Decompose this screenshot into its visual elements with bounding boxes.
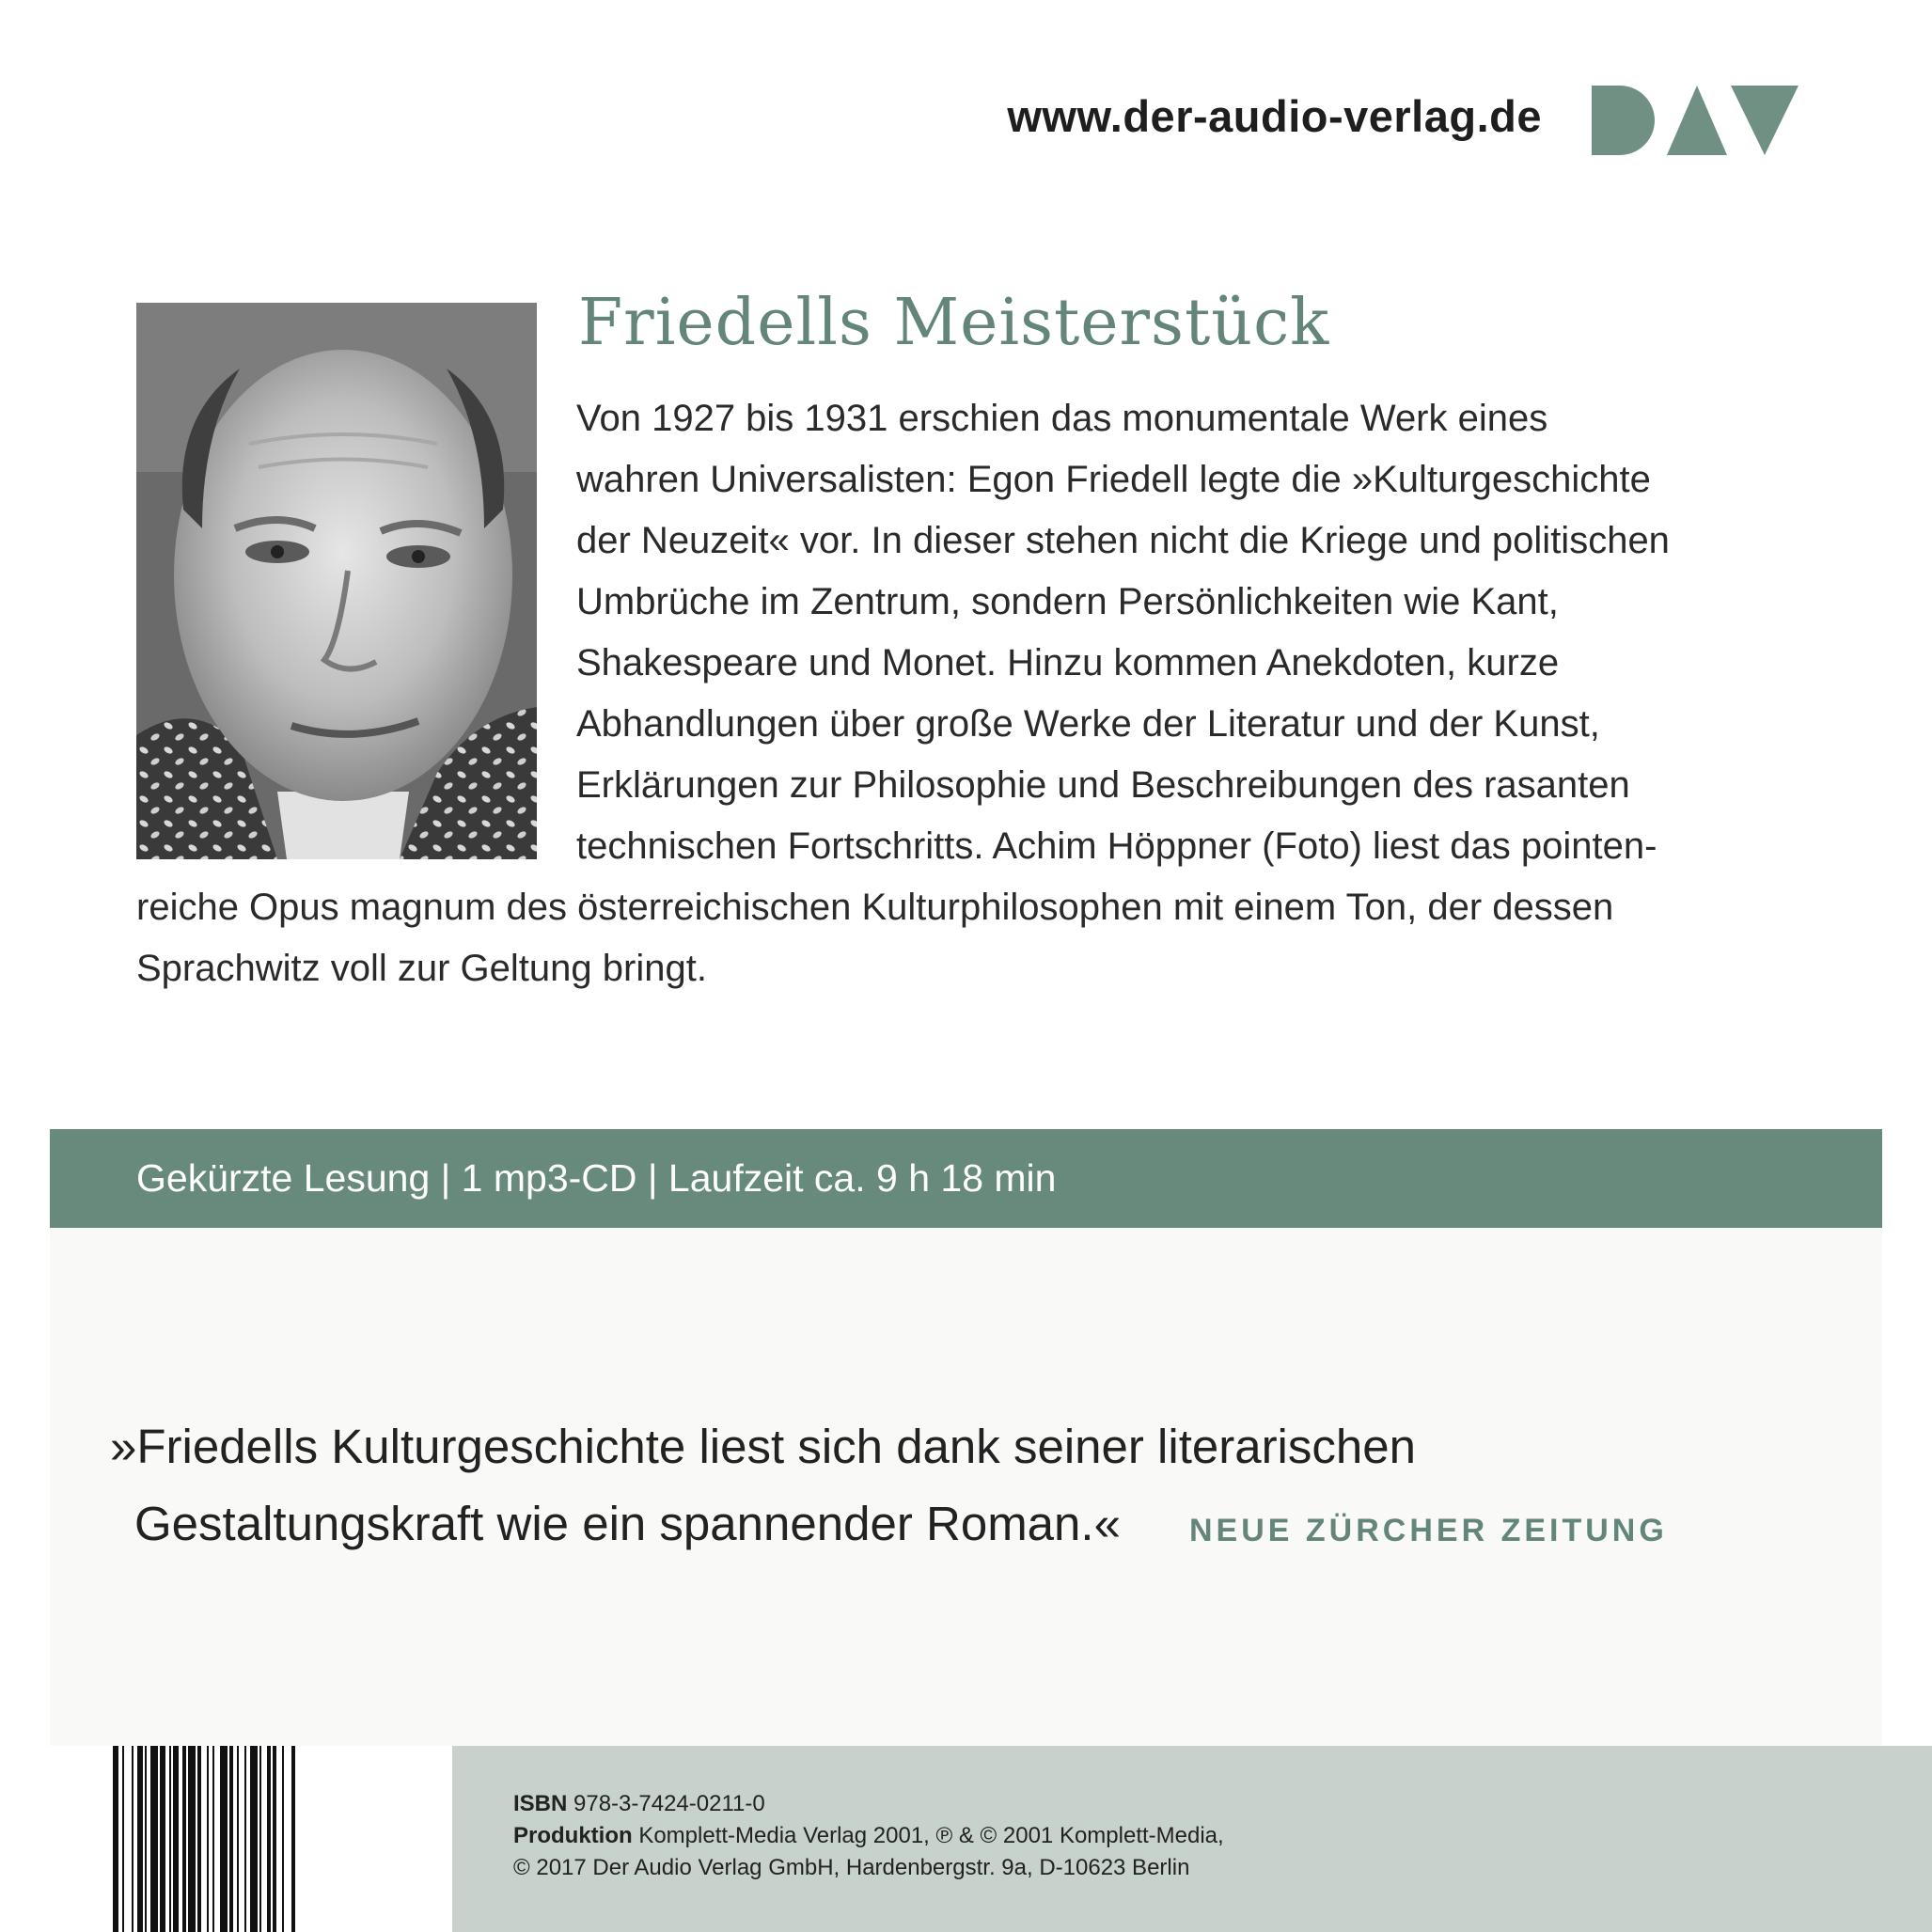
portrait-photo <box>136 303 537 859</box>
barcode-bar <box>207 1746 209 1932</box>
barcode-bar <box>220 1746 228 1932</box>
isbn-label: ISBN <box>513 1791 568 1816</box>
description-line: technischen Fortschritts. Achim Höppner (Foto) liest das pointen- <box>576 825 1657 867</box>
barcode-bar <box>132 1746 134 1932</box>
isbn-line <box>513 1791 765 1817</box>
barcode-bar <box>291 1746 295 1932</box>
barcode-bar <box>188 1746 196 1932</box>
isbn-value: 978-3-7424-0211-0 <box>573 1791 765 1816</box>
barcode-bar <box>267 1746 271 1932</box>
headline: Friedells Meisterstück <box>578 286 1330 360</box>
barcode-bar <box>273 1746 276 1932</box>
barcode-bar <box>237 1746 239 1932</box>
quote-source: NEUE ZÜRCHER ZEITUNG <box>1189 1513 1668 1548</box>
description-line: reiche Opus magnum des österreichischen Kulturphilosophen mit einem Ton, der dessen <box>136 887 1614 928</box>
barcode-bar <box>137 1746 143 1932</box>
barcode-bar <box>250 1746 258 1932</box>
barcode-bar <box>229 1746 233 1932</box>
publisher-url[interactable]: www.der-audio-verlag.de <box>1007 91 1542 141</box>
production-value: Komplett-Media Verlag 2001, ℗ & © 2001 Komplett-Media, <box>638 1823 1224 1848</box>
description-line: Sprachwitz voll zur Geltung bringt. <box>136 948 707 989</box>
quote-line: »Friedells Kulturgeschichte liest sich dank seiner literarischen <box>110 1420 1416 1473</box>
description-line: Shakespeare und Monet. Hinzu kommen Anekdoten, kurze <box>576 642 1560 683</box>
barcode-bar <box>122 1746 124 1932</box>
barcode-bar <box>113 1746 118 1932</box>
production-label: Produktion <box>513 1823 633 1848</box>
description-line: Von 1927 bis 1931 erschien das monumentale Werk eines <box>576 398 1548 439</box>
barcode-icon <box>113 1746 390 1932</box>
narrator-portrait <box>136 303 537 859</box>
barcode-bar <box>212 1746 214 1932</box>
description-line: wahren Universalisten: Egon Friedell legte die »Kulturgeschichte <box>576 459 1651 500</box>
quote-panel <box>50 1228 1882 1746</box>
barcode-bar <box>160 1746 165 1932</box>
description-line: Abhandlungen über große Werke der Literatur und der Kunst, <box>576 703 1600 745</box>
barcode-bar <box>173 1746 179 1932</box>
production-line <box>513 1823 1224 1849</box>
description-line: Umbrüche im Zentrum, sondern Persönlichkeiten wie Kant, <box>576 581 1559 622</box>
barcode-bar <box>244 1746 246 1932</box>
product-info: Gekürzte Lesung | 1 mp3-CD | Laufzeit ca. 9 h 18 min <box>136 1156 1057 1200</box>
quote-line: Gestaltungskraft wie ein spannender Roman.« <box>134 1497 1121 1550</box>
barcode-bar <box>182 1746 186 1932</box>
barcode-bar <box>145 1746 147 1932</box>
barcode-bar <box>169 1746 171 1932</box>
description-line: der Neuzeit« vor. In dieser stehen nicht die Kriege und politischen <box>576 520 1670 561</box>
description-line: Erklärungen zur Philosophie und Beschreibungen des rasanten <box>576 764 1630 806</box>
barcode-bar <box>282 1746 284 1932</box>
info-band <box>50 1129 1882 1228</box>
barcode-bar <box>259 1746 261 1932</box>
barcode-bar <box>197 1746 201 1932</box>
copyright-line: © 2017 Der Audio Verlag GmbH, Hardenbergstr. 9a, D-10623 Berlin <box>513 1855 1190 1880</box>
dav-logo <box>1592 86 1798 155</box>
meta-panel <box>452 1746 1932 1932</box>
barcode-bar <box>150 1746 158 1932</box>
